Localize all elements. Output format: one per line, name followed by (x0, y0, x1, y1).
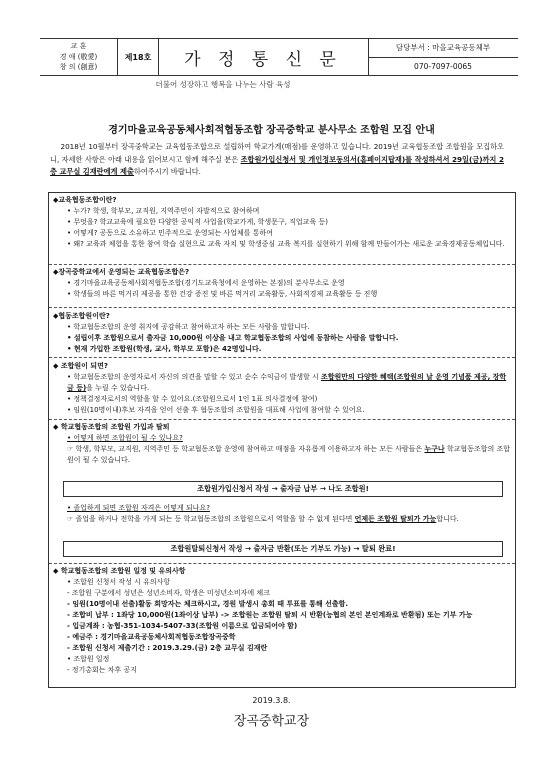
list-item: - 조합원 구분에서 성년은 성년소비자, 학생은 미성년소비자에 체크 (67, 589, 270, 597)
info-box (48, 192, 516, 688)
principal-signature: 장곡중학교장 (233, 714, 310, 729)
section-divider (49, 307, 515, 308)
list-item: • 경기마을교육공동체사회적협동조합(경기도교육청에서 운영하는 본점)의 분사무소로 운영 (67, 279, 345, 287)
intro-paragraph (50, 141, 504, 179)
section-heading: ◆협동조합원이란? (53, 312, 110, 320)
list-item: - 조합원 신청서 제출기간 : 2019.3.29.(금) 2층 교무실 김재란 (67, 644, 268, 652)
list-item: • 누가? 학생, 학부모, 교직원, 지역주민이 자발적으로 참여하며 (67, 207, 260, 215)
list-item: • 임원(10명이내)후보 자격을 얻어 선출 후 협동조합의 조합원을 대표해 사업에 참여할 수 있어요. (67, 406, 365, 414)
list-item: • 무엇을? 학교교육에 필요한 다양한 공익적 사업을(학교가게, 학생문구, 직업교육 등) (67, 218, 328, 226)
section-school-coop (53, 267, 511, 300)
newsletter-title: 가 정 통 신 문 (158, 39, 369, 75)
school-motto (40, 39, 118, 75)
section-heading: ◆ 조합원이 되면? (53, 362, 108, 370)
issue-date: 2019.3.8. (252, 696, 291, 705)
list-item: • 어떻게? 공동으로 소유하고 민주적으로 운영되는 사업체를 통하여 (67, 229, 273, 237)
benefit-text: • 학교협동조합의 운영자로서 자신의 의견을 말할 수 있고 순수 수익금이 발생할 시 (67, 373, 321, 381)
list-item: • 조합원 신청서 작성 시 유의사항 (67, 578, 171, 586)
intro-highlight: 조합원가입신청서 및 개인정보동의서(홈페이지탑재)를 작성하셔서 29일(금)까지 2층 교무실 김재란에게 제출 (50, 154, 504, 176)
list-item: • 학생들의 바른 먹거리 제공을 통한 건강 증진 및 바른 먹거리 교육활동, 사회적경제 교육활동 등 진행 (67, 290, 378, 298)
list-item (53, 514, 511, 525)
intro-text-2: 하여주시기 바랍니다. (133, 167, 201, 176)
section-heading: ◆장곡중학교에서 운영되는 교육협동조합은? (53, 268, 190, 276)
list-item (53, 444, 511, 466)
list-item: - 정기총회는 차후 공지 (67, 666, 138, 674)
join-text: ☞ 학생, 학부모, 교직원, 지역주민 등 학교협동조합 운영에 참여하고 매점을 자유롭게 이용하고자 하는 모든 사람들은 (67, 445, 425, 453)
header-table (40, 38, 518, 76)
list-item: • 왜? 교육과 체험을 통한 참여 학습 실현으로 교육 자치 및 학생중심 교육 복지를 실현하기 위해 함께 만들어가는 새로운 교육경제공동체입니다. (67, 240, 505, 248)
department-name: 담당부서 : 마을교육공동체부 (368, 39, 518, 58)
section-heading: ◆ 학교협동조합의 조합원 일정 및 유의사항 (53, 567, 186, 575)
section-heading: ◆교육협동조합이란? (53, 196, 117, 204)
leave-text: ☞ 졸업을 하거나 전학을 가게 되는 등 학교협동조합의 조합원으로서 역할을 할 수 없게 된다면 (67, 515, 355, 523)
section-what-is-coop (53, 195, 511, 250)
list-item: • 학교협동조합의 운영 취지에 공감하고 참여하고자 하는 모든 사람을 말합니다. (67, 323, 310, 331)
department-info (368, 39, 518, 75)
issue-number: 제18호 (118, 39, 159, 75)
benefit-text-end: 을 누릴 수 있습니다. (86, 384, 150, 392)
list-item: - 입금계좌 : 농협-351-1034-5407-33(조합원 이름으로 입금되어야 함) (67, 622, 298, 630)
section-schedule (53, 566, 511, 676)
motto-label: 교 훈 (70, 42, 87, 50)
section-member-definition (53, 311, 511, 355)
benefit-highlight: 조합원만의 다양한 혜택(조합원의 날 운영 기념품 제공, 장학금 등) (67, 373, 507, 392)
list-item: • 설립이후 조합원으로서 출자금 10,000원 이상을 내고 학교협동조합의 사업에 동참하는 사람을 말합니다. (67, 334, 399, 342)
join-process-box: 조합원가입신청서 작성 → 출자금 납부 → 나도 조합원! (63, 481, 503, 497)
list-item: • 정책결정자로서의 역할을 할 수 있어요.(조합원으로서 1인 1표 의사결정에 참여) (67, 395, 318, 403)
section-divider (49, 563, 515, 564)
leave-process-box: 조합원탈퇴신청서 작성 → 출자금 반환(또는 기부도 가능) → 탈퇴 완료! (63, 541, 503, 557)
list-item: - 임원(10명이내 선출)활동 희망자는 체크하시고, 경원 발생시 총회 때 투표를 통해 선출함. (67, 600, 349, 608)
section-divider (49, 264, 515, 265)
leave-highlight: 언제든 조합원 탈퇴가 가능 (354, 515, 437, 523)
department-phone: 070-7097-0065 (414, 62, 472, 71)
leave-text-end: 합니다. (436, 515, 459, 523)
list-item: - 조합비 납부 : 1좌당 10,000원(1좌이상 납부) -> 조합원는 조합원 탈퇴 시 반환(능협의 본인 본인계좌로 반환됨) 또는 기부 가능 (67, 611, 473, 619)
list-item: • 현재 가입한 조합원(학생, 교사, 학부모 포함)은 42명입니다. (67, 345, 262, 353)
document-title: 경기마을교육공동체사회적협동조합 장곡중학교 분사무소 조합원 모집 안내 (108, 125, 435, 136)
section-member-benefits (53, 361, 511, 416)
section-divider (49, 419, 515, 420)
school-slogan: 더불어 성장하고 행복을 나누는 사람 육성 (155, 80, 291, 89)
list-item (53, 372, 511, 394)
list-item: • 조합원 일정 (67, 655, 110, 663)
section-divider (49, 357, 515, 358)
list-item: • 졸업하게 되면 조합원 자격은 어떻게 되나요? (67, 504, 210, 512)
motto-line-2: 창 의 (創意) (59, 63, 98, 71)
motto-line-1: 경 애 (敬愛) (59, 52, 98, 61)
section-graduation (53, 503, 511, 525)
section-heading: ◆ 학교협동조합의 조합원 가입과 탈퇴 (53, 423, 170, 431)
list-item: - 예금주 : 경기마을교육공동체사회적협동조합장곡중학 (67, 633, 236, 641)
intro-text-1: 2018년 10월부터 장곡중학교는 교육협동조합으로 설립하여 학교가게(매점)를 운영하고 있습니다. 2019년 교육협동조합 조합원을 모집하오니, 자세한 사항은 아래 내용을 읽어보시고 함께 해주실 분은 (50, 142, 505, 164)
join-text-end: 학교협동조합의 조합원이 될 수 있습니다. (67, 445, 510, 464)
section-join-leave (53, 422, 511, 466)
list-item: • 어떻게 하면 조합원이 될 수 있나요? (67, 434, 183, 442)
join-highlight: 누구나 (424, 445, 445, 453)
